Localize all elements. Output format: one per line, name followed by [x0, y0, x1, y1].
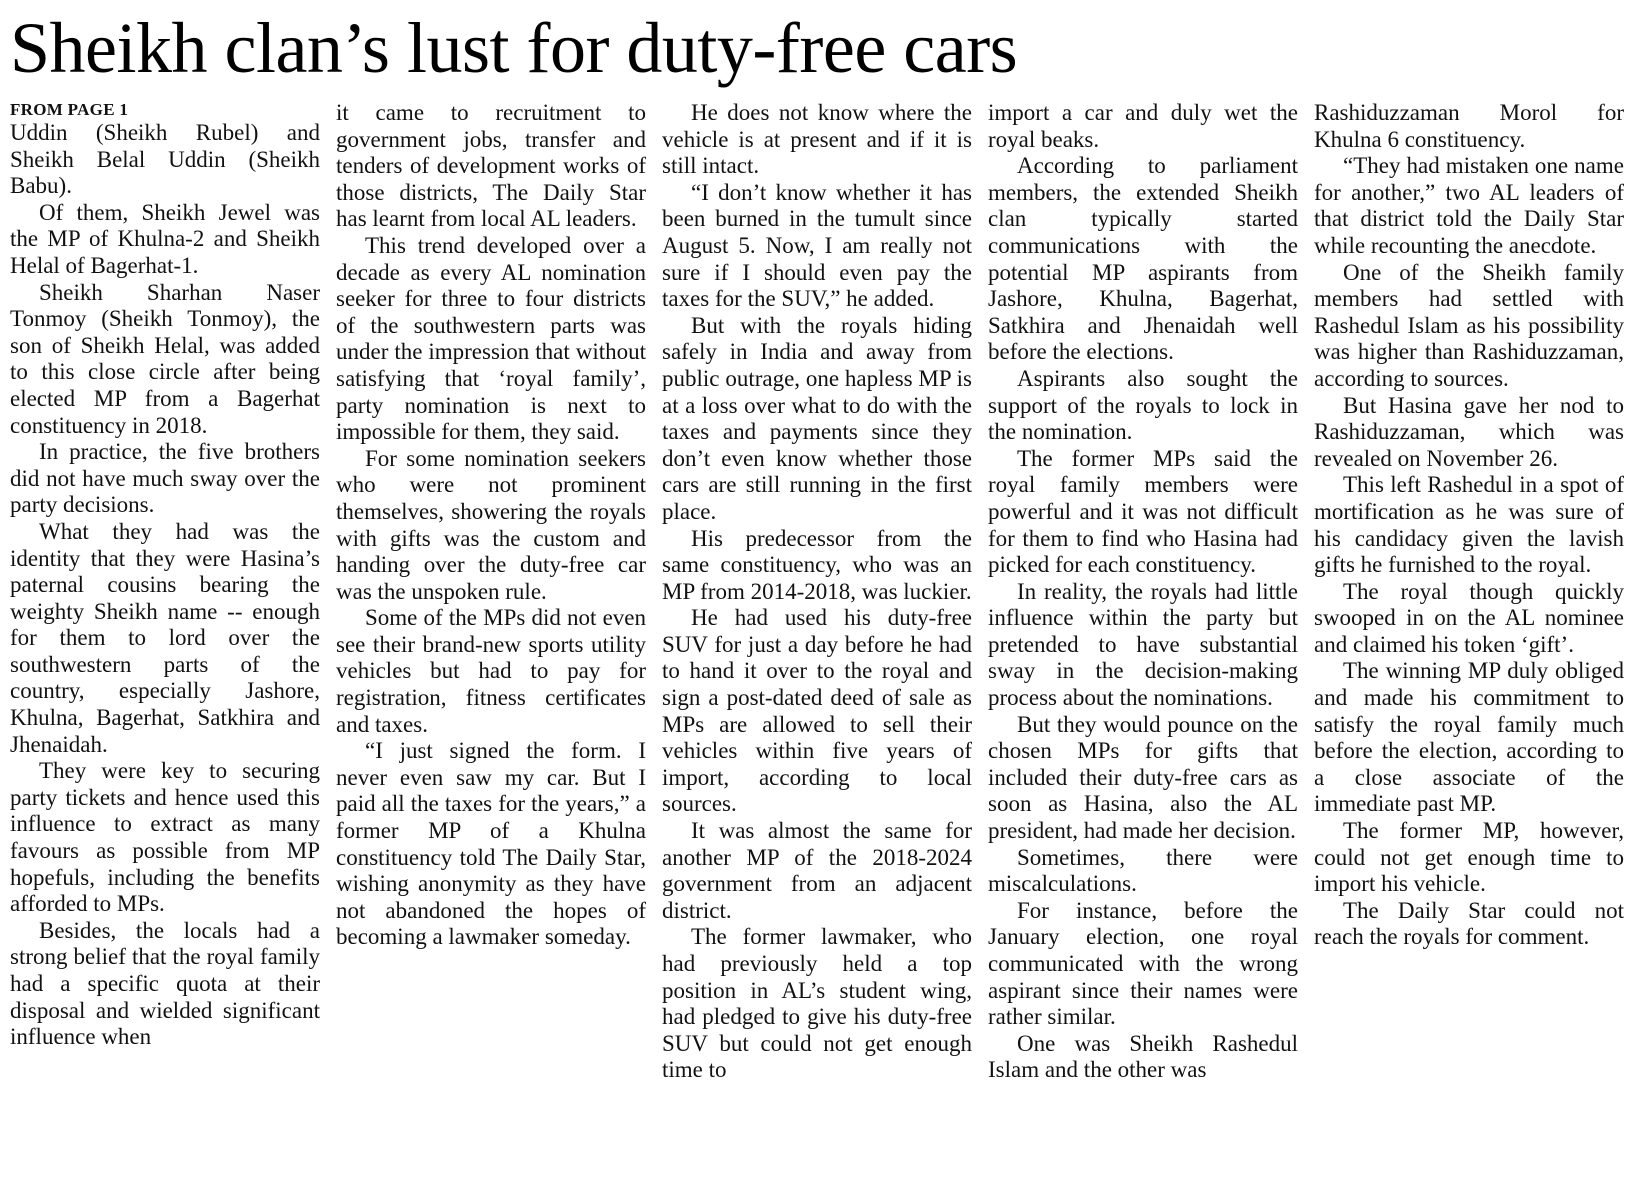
paragraph: This trend developed over a decade as every AL nomination seeker for three to four districts of the southwestern parts was under the impression that without satisfying that ‘royal family’, party nomination is next to impossible for them, they said.: [336, 232, 646, 445]
paragraph: import a car and duly wet the royal beaks.: [988, 100, 1298, 152]
article-columns: [10, 100, 1624, 1175]
paragraph: This left Rashedul in a spot of mortification as he was sure of his candidacy given the lavish gifts he furnished to the royal.: [1314, 472, 1624, 578]
paragraph: But with the royals hiding safely in India and away from public outrage, one hapless MP is at a loss over what to do with the taxes and payments since they don’t even know whether those cars are still running in the first place.: [662, 312, 972, 524]
paragraph: But they would pounce on the chosen MPs for gifts that included their duty-free cars as soon as Hasina, also the AL president, had made her decision.: [988, 711, 1298, 844]
paragraph: He had used his duty-free SUV for just a day before he had to hand it over to the royal and sign a post-dated deed of sale as MPs are allowed to sell their vehicles within five years of import, according to local sources.: [662, 605, 972, 817]
paragraph: The former lawmaker, who had previously held a top position in AL’s student wing, had pledged to give his duty-free SUV but could not get enough time to: [662, 924, 972, 1083]
paragraph: His predecessor from the same constituency, who was an MP from 2014-2018, was luckier.: [662, 525, 972, 604]
paragraph: Aspirants also sought the support of the royals to lock in the nomination.: [988, 365, 1298, 445]
column-2: [336, 100, 646, 1175]
paragraph: What they had was the identity that they were Hasina’s paternal cousins bearing the weighty Sheikh name -- enough for them to lord over the southwestern parts of the country, especially Jashore, Khulna, Bagerhat, Satkhira and Jhenaidah.: [10, 518, 320, 757]
paragraph: Uddin (Sheikh Rubel) and Sheikh Belal Uddin (Sheikh Babu).: [10, 120, 320, 199]
paragraph: According to parliament members, the extended Sheikh clan typically started communications with the potential MP aspirants from Jashore, Khulna, Bagerhat, Satkhira and Jhenaidah well before the elections.: [988, 153, 1298, 365]
column-4: [988, 100, 1298, 1175]
paragraph: The royal though quickly swooped in on the AL nominee and claimed his token ‘gift’.: [1314, 578, 1624, 657]
headline: Sheikh clan’s lust for duty-free cars: [10, 8, 1018, 88]
continued-from-label: FROM PAGE 1: [10, 100, 129, 119]
paragraph: One of the Sheikh family members had settled with Rashedul Islam as his possibility was higher than Rashiduzzaman, according to sources.: [1314, 259, 1624, 391]
paragraph: Sometimes, there were miscalculations.: [988, 844, 1298, 897]
paragraph: “I don’t know whether it has been burned in the tumult since August 5. Now, I am really not sure if I should even pay the taxes for the SUV,” he added.: [662, 179, 972, 312]
column-1: [10, 100, 320, 1175]
paragraph: “They had mistaken one name for another,” two AL leaders of that district told the Daily Star while recounting the anecdote.: [1314, 153, 1624, 258]
paragraph: They were key to securing party tickets and hence used this influence to extract as many favours as possible from MP hopefuls, including the benefits afforded to MPs.: [10, 758, 320, 917]
paragraph: Rashiduzzaman Morol for Khulna 6 constituency.: [1314, 100, 1624, 152]
column-3: [662, 100, 972, 1175]
paragraph: Some of the MPs did not even see their brand-new sports utility vehicles but had to pay for registration, fitness certificates and taxes.: [336, 605, 646, 737]
paragraph: The former MPs said the royal family members were powerful and it was not difficult for them to find who Hasina had picked for each constituency.: [988, 445, 1298, 578]
paragraph: The former MP, however, could not get enough time to import his vehicle.: [1314, 818, 1624, 897]
paragraph: The winning MP duly obliged and made his commitment to satisfy the royal family much before the election, according to a close associate of the immediate past MP.: [1314, 658, 1624, 817]
paragraph: In reality, the royals had little influence within the party but pretended to have substantial sway in the decision-making process about the nominations.: [988, 578, 1298, 711]
paragraph: But Hasina gave her nod to Rashiduzzaman, which was revealed on November 26.: [1314, 392, 1624, 471]
paragraph: Sheikh Sharhan Naser Tonmoy (Sheikh Tonmoy), the son of Sheikh Helal, was added to this close circle after being elected MP from a Bagerhat constituency in 2018.: [10, 279, 320, 438]
paragraph: For instance, before the January election, one royal communicated with the wrong aspirant since their names were rather similar.: [988, 897, 1298, 1030]
paragraph: In practice, the five brothers did not have much sway over the party decisions.: [10, 439, 320, 518]
paragraph: Of them, Sheikh Jewel was the MP of Khulna-2 and Sheikh Helal of Bagerhat-1.: [10, 199, 320, 278]
column-5: [1314, 100, 1624, 1175]
paragraph: He does not know where the vehicle is at present and if it is still intact.: [662, 100, 972, 179]
paragraph: One was Sheikh Rashedul Islam and the other was: [988, 1030, 1298, 1083]
paragraph: Besides, the locals had a strong belief that the royal family had a specific quota at their disposal and wielded significant influence when: [10, 917, 320, 1050]
paragraph: The Daily Star could not reach the royals for comment.: [1314, 897, 1624, 950]
paragraph: “I just signed the form. I never even saw my car. But I paid all the taxes for the years,” a former MP of a Khulna constituency told The Daily Star, wishing anonymity as they have not abandoned the hopes of becoming a lawmaker someday.: [336, 738, 646, 950]
paragraph: For some nomination seekers who were not prominent themselves, showering the royals with gifts was the custom and handing over the duty-free car was the unspoken rule.: [336, 445, 646, 604]
paragraph: it came to recruitment to government jobs, transfer and tenders of development works of those districts, The Daily Star has learnt from local AL leaders.: [336, 100, 646, 232]
paragraph: It was almost the same for another MP of the 2018-2024 government from an adjacent district.: [662, 818, 972, 923]
